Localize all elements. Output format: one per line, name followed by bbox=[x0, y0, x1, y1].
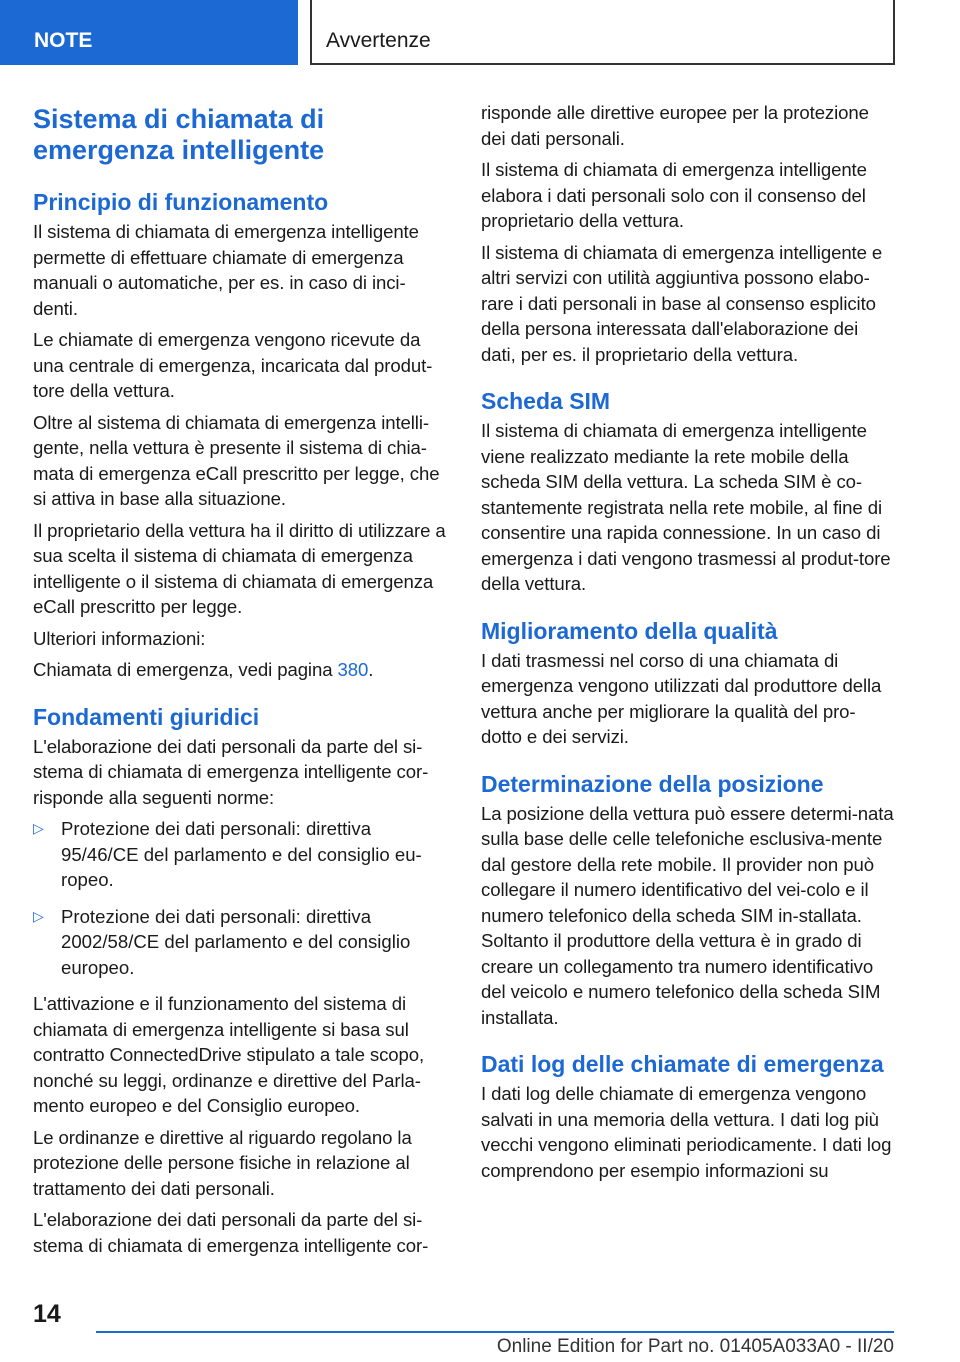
header-tab-note: NOTE bbox=[0, 0, 298, 65]
left-column bbox=[33, 100, 448, 1264]
paragraph: Il sistema di chiamata di emergenza intelligente permette di effettuare chiamate di emergenza manuali o automatiche, per es. in caso di inci‐denti. bbox=[33, 221, 419, 319]
heading-scheda-sim: Scheda SIM bbox=[481, 388, 611, 414]
paragraph: L'elaborazione dei dati personali da parte del si‐stema di chiamata di emergenza intelligente cor‐ bbox=[33, 1209, 429, 1256]
paragraph: Le ordinanze e direttive al riguardo regolano la protezione delle persone fisiche in relazione al trattamento dei dati personali. bbox=[33, 1126, 412, 1199]
paragraph: L'attivazione e il funzionamento del sistema di chiamata di emergenza intelligente si basa sul contratto ConnectedDrive stipulato a tale scopo, nonché su leggi, ordinanze e direttive del Parla‐mento europeo e del Consiglio europeo. bbox=[33, 993, 425, 1116]
footer-divider bbox=[96, 1331, 894, 1333]
reference-end: . bbox=[368, 659, 374, 680]
paragraph-reference bbox=[33, 657, 448, 683]
paragraph: L'elaborazione dei dati personali da parte del si‐stema di chiamata di emergenza intelligente cor‐risponde alla seguenti norme: bbox=[33, 735, 429, 808]
paragraph: La posizione della vettura può essere determi‐nata sulla base delle celle telefoniche esclusiva‐mente dal gestore della rete mobile. Il provider non può collegare il numero identificativo del vei‐colo e il numero telefonico della scheda SIM in‐stallata. Soltanto il produttore della vettura è in grado di creare un collegamento tra numero identificativo del veicolo e numero telefonico della scheda SIM installata. bbox=[481, 802, 894, 1028]
heading-qualita: Miglioramento della qualità bbox=[481, 617, 778, 644]
heading-dati-log: Dati log delle chiamate di emergenza bbox=[481, 1051, 884, 1077]
header-section-title: Avvertenze bbox=[310, 0, 895, 65]
heading-posizione: Determinazione della posizione bbox=[481, 770, 824, 797]
page-link[interactable]: 380 bbox=[337, 659, 369, 680]
list-item bbox=[33, 904, 448, 981]
heading-fondamenti: Fondamenti giuridici bbox=[33, 703, 260, 730]
paragraph: Oltre al sistema di chiamata di emergenza intelli‐gente, nella vettura è presente il sistema di chia‐mata di emergenza eCall prescritto per legge, che si attiva in base alla situazione. bbox=[33, 411, 440, 509]
footer-edition: Online Edition for Part no. 01405A033A0 - II/20 bbox=[496, 1336, 894, 1357]
paragraph: Il sistema di chiamata di emergenza intelligente elabora i dati personali solo con il consenso del proprietario della vettura. bbox=[481, 159, 867, 231]
page-title: Sistema di chiamata di emergenza intelligente bbox=[33, 104, 325, 165]
triangle-bullet-icon: ▷ bbox=[33, 820, 44, 836]
paragraph: I dati log delle chiamate di emergenza vengono salvati in una memoria della vettura. I dati log più vecchi vengono eliminati periodicamente. I dati log comprendono per esempio informazioni su bbox=[481, 1083, 892, 1181]
paragraph: Il sistema di chiamata di emergenza intelligente viene realizzato mediante la rete mobile della scheda SIM della vettura. La scheda SIM è co‐stantemente registrata nella rete mobile, al fine di consentire una rapida connessione. In un caso di emergenza i dati vengono trasmessi al produt‐tore della vettura. bbox=[481, 420, 891, 594]
triangle-bullet-icon: ▷ bbox=[33, 907, 44, 924]
page-number: 14 bbox=[33, 1300, 61, 1328]
heading-principio: Principio di funzionamento bbox=[33, 189, 329, 215]
right-column bbox=[481, 100, 896, 1189]
paragraph: Il sistema di chiamata di emergenza intelligente e altri servizi con utilità aggiuntiva possono elabo‐rare i dati personali in base al consenso esplicito della persona interessata dall'elaborazione dei dati, per es. il proprietario della vettura. bbox=[481, 241, 883, 365]
paragraph: I dati trasmessi nel corso di una chiamata di emergenza vengono utilizzati dal produttore della vettura anche per migliorare la qualità del pro‐dotto e dei servizi. bbox=[481, 649, 882, 747]
paragraph: Ulteriori informazioni: bbox=[33, 627, 206, 649]
list-item-text: Protezione dei dati personali: direttiva 95/46/CE del parlamento e del consiglio eu‐ropeo. bbox=[61, 818, 422, 890]
list-item-text: Protezione dei dati personali: direttiva 2002/58/CE del parlamento e del consiglio europeo. bbox=[61, 905, 411, 978]
list-item bbox=[33, 816, 448, 893]
paragraph: Le chiamate di emergenza vengono ricevute da una centrale di emergenza, incaricata dal produt‐tore della vettura. bbox=[33, 329, 433, 401]
reference-text: Chiamata di emergenza, vedi pagina bbox=[33, 659, 338, 680]
paragraph: Il proprietario della vettura ha il diritto di utilizzare a sua scelta il sistema di chiamata di emergenza intelligente o il sistema di chiamata di emergenza eCall prescritto per legge. bbox=[33, 519, 446, 617]
paragraph: risponde alle direttive europee per la protezione dei dati personali. bbox=[481, 102, 869, 149]
